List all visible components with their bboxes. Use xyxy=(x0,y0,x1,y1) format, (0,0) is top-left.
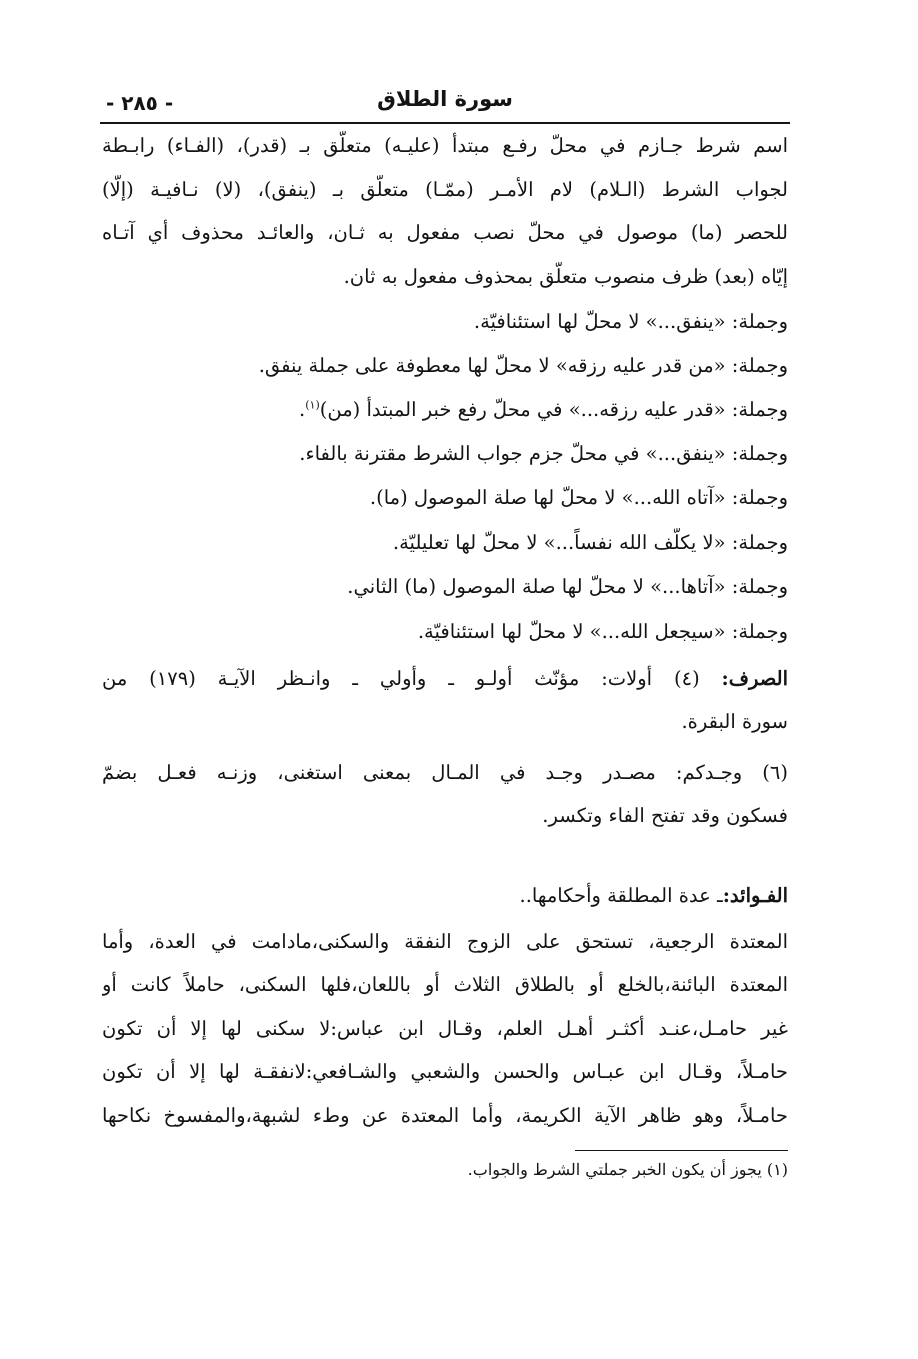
page-header xyxy=(100,84,790,124)
fawaid-line: المعتدة البائنة،بالخلع أو بالطلاق الثلاث أو باللعان،فلها السكنى، حاملاً كانت أو xyxy=(102,973,788,996)
footnote: (١) يجوز أن يكون الخبر جملتي الشرط والجواب. xyxy=(467,1160,788,1179)
sarf-line: سورة البقرة. xyxy=(681,710,788,733)
sentence-line: وجملة: «قدر عليه رزقه...» في محلّ رفع خبر المبتدأ (من)$^{(١)}$. xyxy=(299,398,788,421)
fawaid-line: المعتدة الرجعية، تستحق على الزوج النفقة والسكنى،مادامت في العدة، وأما xyxy=(102,930,788,953)
sarf-label: الصرف: xyxy=(721,667,788,690)
sentence-line: وجملة: «ينفق...» لا محلّ لها استئنافيّة. xyxy=(473,310,788,333)
fawaid-heading: الفـوائد:ـ عدة المطلقة وأحكامها.. xyxy=(519,884,788,907)
footnote-divider xyxy=(575,1150,788,1151)
page-number: - ٢٨٥ - xyxy=(106,91,174,115)
fawaid-line: غير حامـل،عنـد أكثـر أهـل العلم، وقـال ابن عباس:لا سكنى لها إلا أن تكون xyxy=(102,1017,788,1040)
sentence-line: وجملة: «لا يكلّف الله نفساً...» لا محلّ لها تعليليّة. xyxy=(392,531,788,554)
header-divider xyxy=(100,122,790,124)
fawaid-line: حامـلاً، وهو ظاهر الآية الكريمة، وأما المعتدة عن وطء لشبهة،والمفسوخ نكاحها xyxy=(102,1104,788,1127)
sentence-line: وجملة: «ينفق...» في محلّ جزم جواب الشرط مقترنة بالفاء. xyxy=(299,442,788,465)
surah-title: سورة الطلاق xyxy=(377,87,513,111)
sentence-line: وجملة: «آتاها...» لا محلّ لها صلة الموصول (ما) الثاني. xyxy=(347,575,788,598)
sarf-line: فسكون وقد تفتح الفاء وتكسر. xyxy=(542,804,788,827)
paragraph-line: اسم شرط جـازم في محلّ رفـع مبتدأ (عليـه) متعلّق بـ (قدر)، (الفـاء) رابـطة xyxy=(102,134,788,157)
sentence-line: وجملة: «سيجعل الله...» لا محلّ لها استئنافيّة. xyxy=(417,620,788,643)
paragraph-line: لجواب الشرط (الـلام) لام الأمـر (ممّـا) متعلّق بـ (ينفق)، (لا) نـافيـة (إلّا) xyxy=(102,178,788,201)
sarf-line: (٦) وجـدكم: مصـدر وجـد في المـال بمعنى استغنى، وزنـه فعـل بضمّ xyxy=(102,761,788,784)
sentence-line: وجملة: «من قدر عليه رزقه» لا محلّ لها معطوفة على جملة ينفق. xyxy=(258,354,788,377)
fawaid-label: الفـوائد: xyxy=(722,884,788,907)
paragraph-line: إيّاه (بعد) ظرف منصوب متعلّق بمحذوف مفعول به ثان. xyxy=(343,265,788,288)
sarf-line: الصرف: (٤) أولات: مؤنّث أولـو ـ وأولي ـ وانـظر الآيـة (١٧٩) من xyxy=(102,667,788,690)
paragraph-line: للحصر (ما) موصول في محلّ نصب مفعول به ثـان، والعائـد محذوف أي آتـاه xyxy=(102,221,788,244)
sentence-line: وجملة: «آتاه الله...» لا محلّ لها صلة الموصول (ما). xyxy=(369,486,788,509)
fawaid-line: حامـلاً، وقـال ابن عبـاس والحسن والشعبي والشـافعي:لانفقـة لها إلا أن تكون xyxy=(102,1060,788,1083)
footnote-marker: (١) xyxy=(305,398,320,412)
